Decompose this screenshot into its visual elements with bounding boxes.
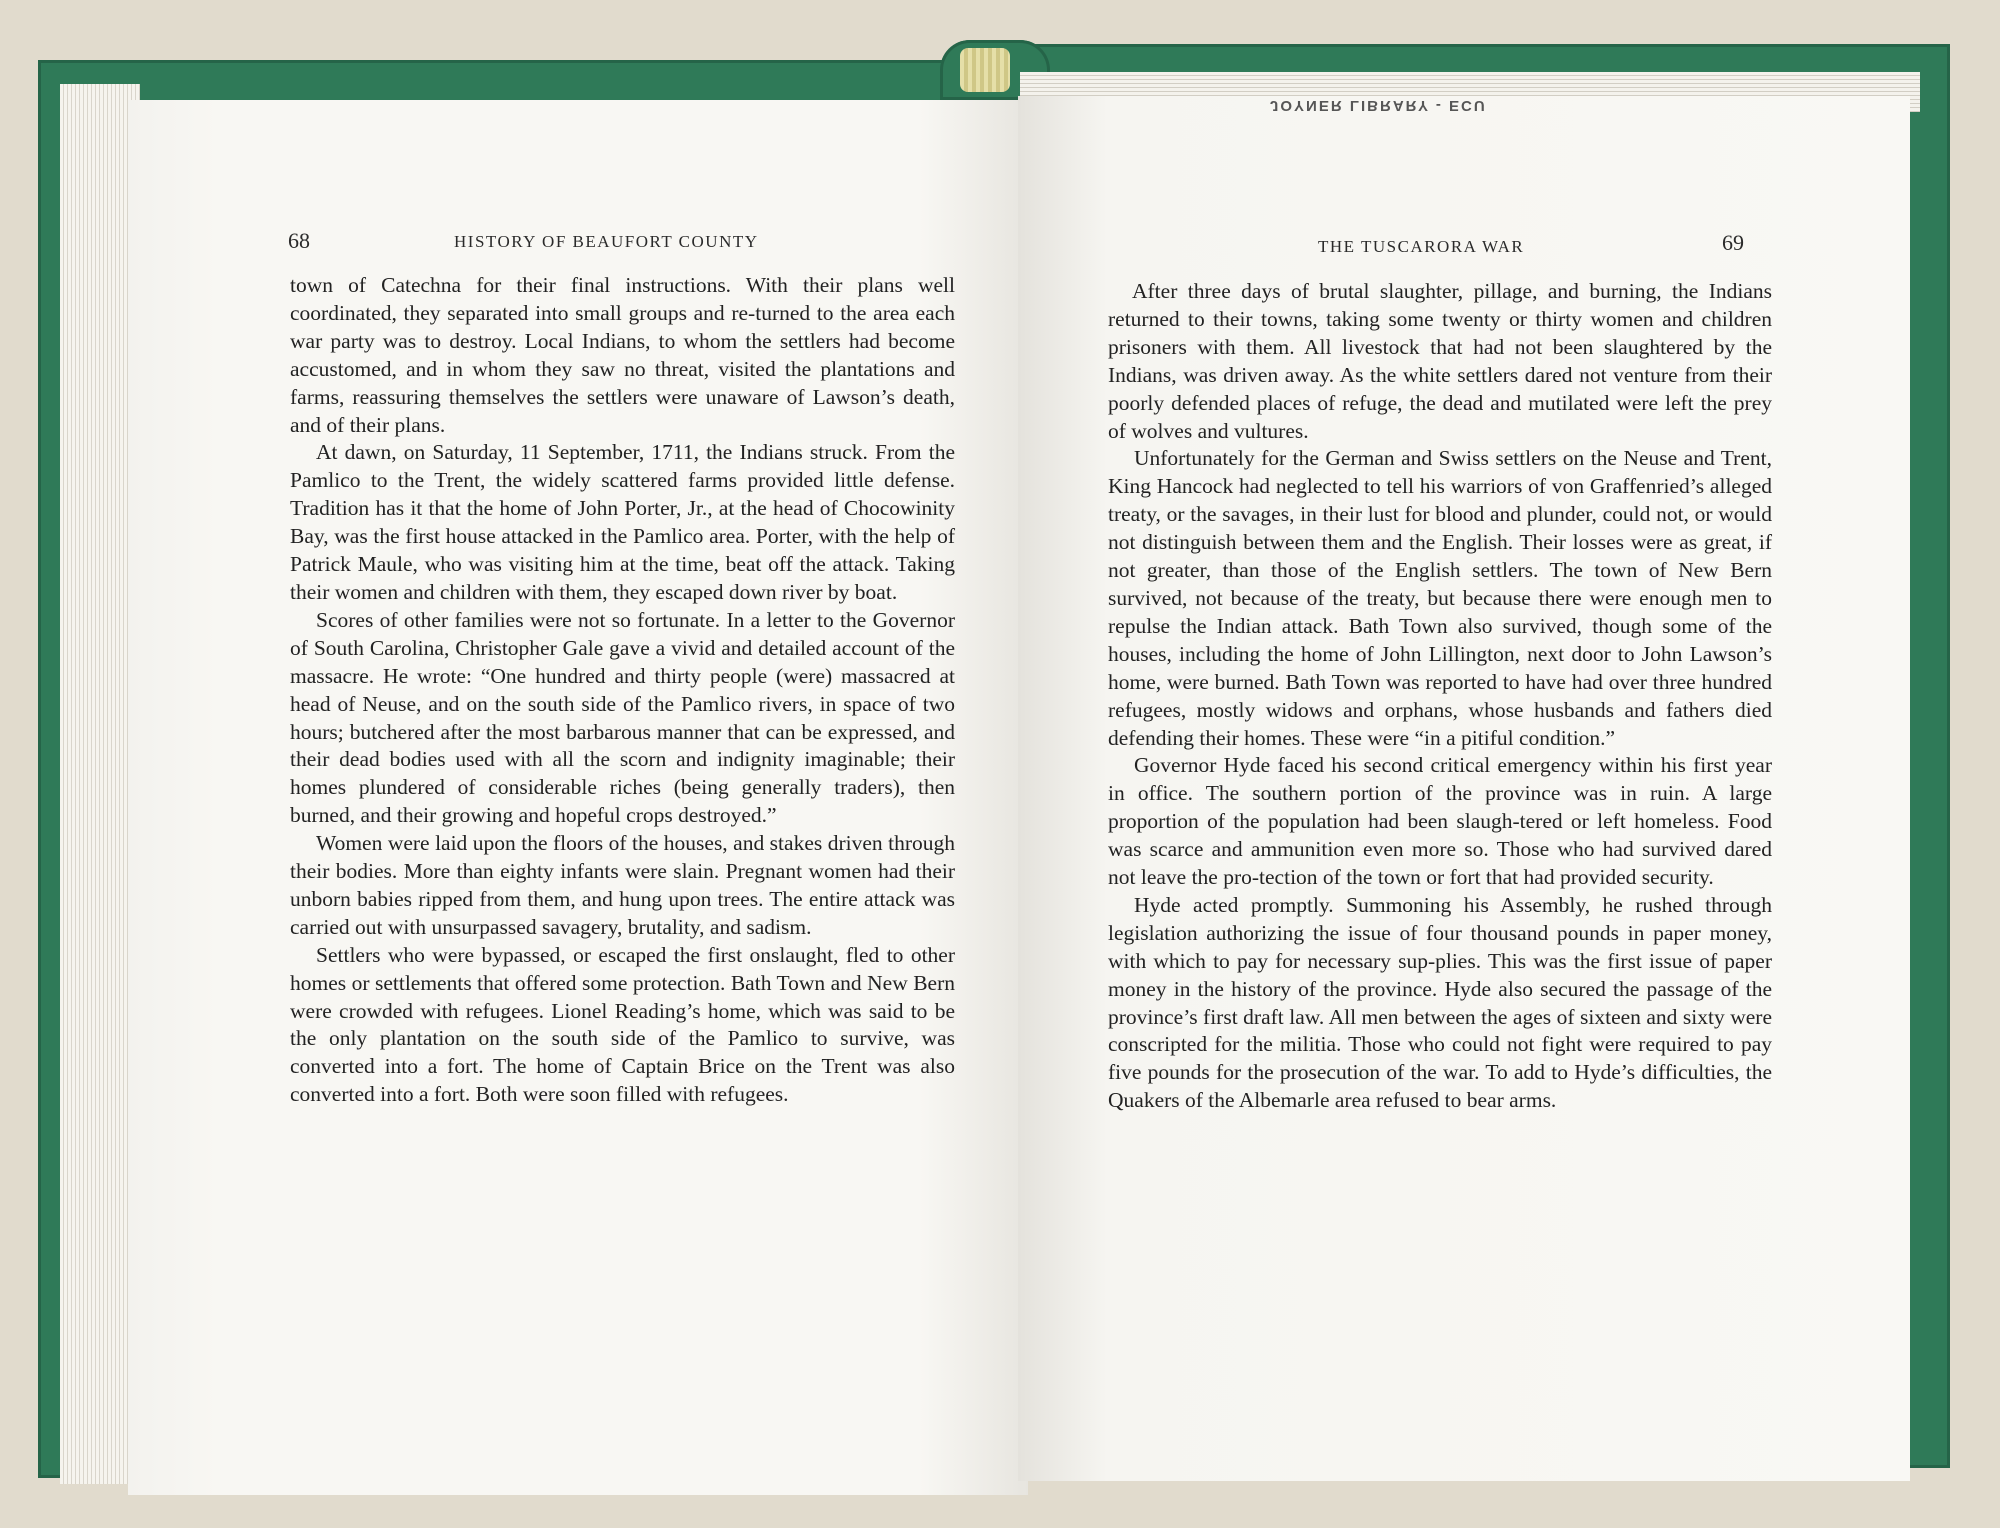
page-number: 69	[1722, 230, 1744, 255]
paragraph: town of Catechna for their final instructions. With their plans well coordinated, they separated into small groups and re-turned to the area each war party was to destroy. Local Indians, to whom the settlers had become accustomed, and in whom they saw no threat, visited the plantations and farms, reassuring themselves the settlers were unaware of Lawson’s death, and of their plans.	[290, 273, 955, 437]
paragraph: At dawn, on Saturday, 11 September, 1711, the Indians struck. From the Pamlico to the Trent, the widely scattered farms provided little defense. Tradition has it that the home of John Porter, Jr., at the head of Chocowinity Bay, was the first house attacked in the Pamlico area. Porter, with the help of Patrick Maule, who was visiting him at the time, beat off the attack. Taking their women and children with them, they escaped down river by boat.	[290, 440, 955, 604]
paragraph: Scores of other families were not so fortunate. In a letter to the Governor of South Carolina, Christopher Gale gave a vivid and detailed account of the massacre. He wrote: “One hundred and thirty people (were) massacred at head of Neuse, and on the south side of the Pamlico rivers, in space of two hours; butchered after the most barbarous manner that can be expressed, and their dead bodies used with all the scorn and indignity imaginable; their homes plundered of considerable riches (being generally traders), then burned, and their growing and hopeful crops destroyed.”	[290, 607, 955, 828]
paragraph: Women were laid upon the floors of the houses, and stakes driven through their bodies. More than eighty infants were slain. Pregnant women had their unborn babies ripped from them, and hung upon trees. The entire attack was carried out with unsurpassed savagery, brutality, and sadism.	[290, 831, 955, 939]
left-page	[128, 100, 1028, 1495]
paragraph: Hyde acted promptly. Summoning his Assembly, he rushed through legislation authorizing the issue of four thousand pounds in paper money, with which to pay for necessary sup-plies. This was the first issue of paper money in the history of the province. Hyde also secured the passage of the province’s first draft law. All men between the ages of sixteen and sixty were conscripted for the militia. Those who could not fight were required to pay five pounds for the prosecution of the war. To add to Hyde’s difficulties, the Quakers of the Albemarle area refused to bear arms.	[1108, 892, 1772, 1113]
paragraph: After three days of brutal slaughter, pillage, and burning, the Indians returned to their towns, taking some twenty or thirty women and children prisoners with them. All livestock that had not been slaughtered by the Indians, was driven away. As the white settlers dared not venture from their poorly defended places of refuge, the dead and mutilated were left the prey of wolves and vultures.	[1108, 279, 1772, 443]
bookmark-thread	[960, 48, 1010, 92]
paragraph: Governor Hyde faced his second critical emergency within his first year in office. The southern portion of the province was in ruin. A large proportion of the population had been slaugh-tered or left homeless. Food was scarce and ammunition even more so. Those who had survived dared not leave the pro-tection of the town or fort that had provided security.	[1108, 753, 1772, 890]
paragraph: Settlers who were bypassed, or escaped the first onslaught, fled to other homes or settlements that offered some protection. Bath Town and New Bern were crowded with refugees. Lionel Reading’s home, which was said to be the only plantation on the south side of the Pamlico to survive, was converted into a fort. The home of Captain Brice on the Trent was also converted into a fort. Both were soon filled with refugees.	[290, 942, 955, 1107]
running-head: HISTORY OF BEAUFORT COUNTY	[454, 232, 759, 251]
body-text	[290, 272, 955, 1109]
paragraph: Unfortunately for the German and Swiss settlers on the Neuse and Trent, King Hancock had neglected to tell his warriors of von Graffenried’s alleged treaty, or the savages, in their lust for blood and plunder, could not, or would not distinguish between them and the English. Their losses were as great, if not greater, than those of the English settlers. The town of New Bern survived, not because of the treaty, but because there were enough men to repulse the Indian attack. Bath Town also survived, though some of the houses, including the home of John Lillington, next door to John Lawson’s home, were burned. Bath Town was reported to have had over three hundred refugees, mostly widows and orphans, whose husbands and fathers died defending their homes. These were “in a pitiful condition.”	[1108, 446, 1772, 750]
page-number: 68	[288, 228, 310, 253]
running-head: THE TUSCARORA WAR	[1318, 237, 1525, 256]
body-text	[1108, 278, 1772, 1115]
right-page	[1018, 96, 1910, 1481]
library-stamp-bleed: JOYNER LIBRARY - ECU	[1270, 97, 1487, 114]
